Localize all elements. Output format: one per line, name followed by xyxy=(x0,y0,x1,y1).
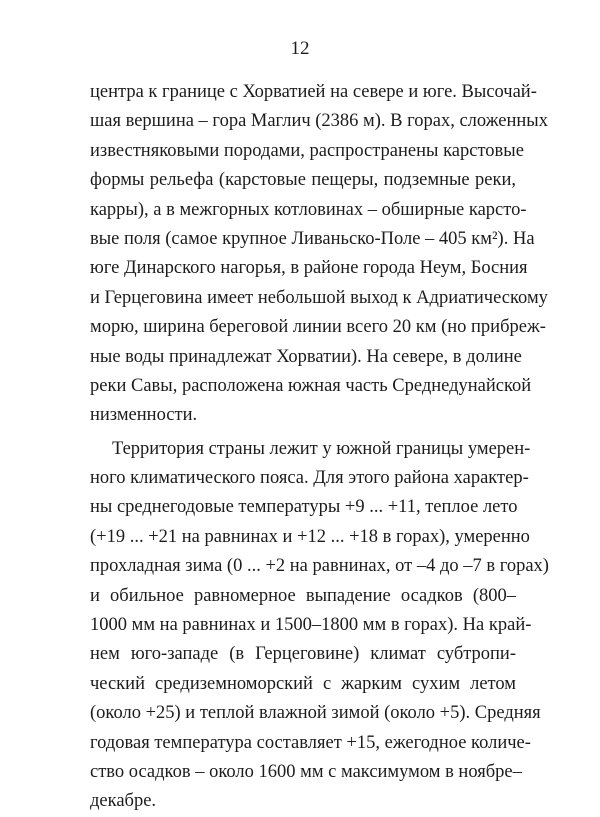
text-line: ство осадков – около 1600 мм с максимумом в ноябре– xyxy=(90,761,522,782)
text-line: ного климатического пояса. Для этого района характер- xyxy=(90,468,529,489)
text-line: декабре. xyxy=(90,791,157,812)
text-line: годовая температура составляет +15, ежегодное количе- xyxy=(90,732,531,753)
text-line: прохладная зима (0 ... +2 на равнинах, от –4 до –7 в горах) xyxy=(90,556,549,577)
text-line: Территория страны лежит у южной границы умерен- xyxy=(112,438,531,459)
text-line: ческий средиземноморский с жарким сухим летом xyxy=(90,673,516,694)
paragraph-climate xyxy=(90,435,549,817)
text-line: и обильное равномерное выпадение осадков (800– xyxy=(90,585,516,606)
text-line: ны среднегодовые температуры +9 ... +11, теплое лето xyxy=(90,497,518,518)
text-line: реки Савы, расположена южная часть Среднедунайской xyxy=(90,375,532,396)
text-line: низменности. xyxy=(90,405,198,426)
text-line: 1000 мм на равнинах и 1500–1800 мм в горах). На край- xyxy=(90,615,532,636)
text-line: шая вершина – гора Маглич (2386 м). В горах, сложенных xyxy=(90,111,548,132)
text-line: известняковыми породами, распространены карстовые xyxy=(90,140,524,161)
paragraph-relief xyxy=(90,78,548,431)
text-line: карры), а в межгорных котловинах – обширные карсто- xyxy=(90,199,527,220)
text-line: ные воды принадлежат Хорватии). На севере, в долине xyxy=(90,346,522,367)
text-line: вые поля (самое крупное Ливаньско-Поле – 405 км²). На xyxy=(90,228,535,249)
text-line: (около +25) и теплой влажной зимой (около +5). Средняя xyxy=(90,703,541,724)
text-line: формы рельефа (карстовые пещеры, подземные реки, xyxy=(90,170,516,191)
text-line: нем юго-западе (в Герцеговине) климат субтропи- xyxy=(90,644,516,665)
page-number: 12 xyxy=(290,38,310,59)
text-line: юге Динарского нагорья, в районе города Неум, Босния xyxy=(90,258,528,279)
text-line: морю, ширина береговой линии всего 20 км (но прибреж- xyxy=(90,317,546,338)
body-text xyxy=(90,78,549,817)
text-line: (+19 ... +21 на равнинах и +12 ... +18 в горах), умеренно xyxy=(90,526,530,547)
text-line: центра к границе с Хорватией на севере и юге. Высочай- xyxy=(90,82,537,102)
text-line: и Герцеговина имеет небольшой выход к Адриатическому xyxy=(90,287,548,308)
